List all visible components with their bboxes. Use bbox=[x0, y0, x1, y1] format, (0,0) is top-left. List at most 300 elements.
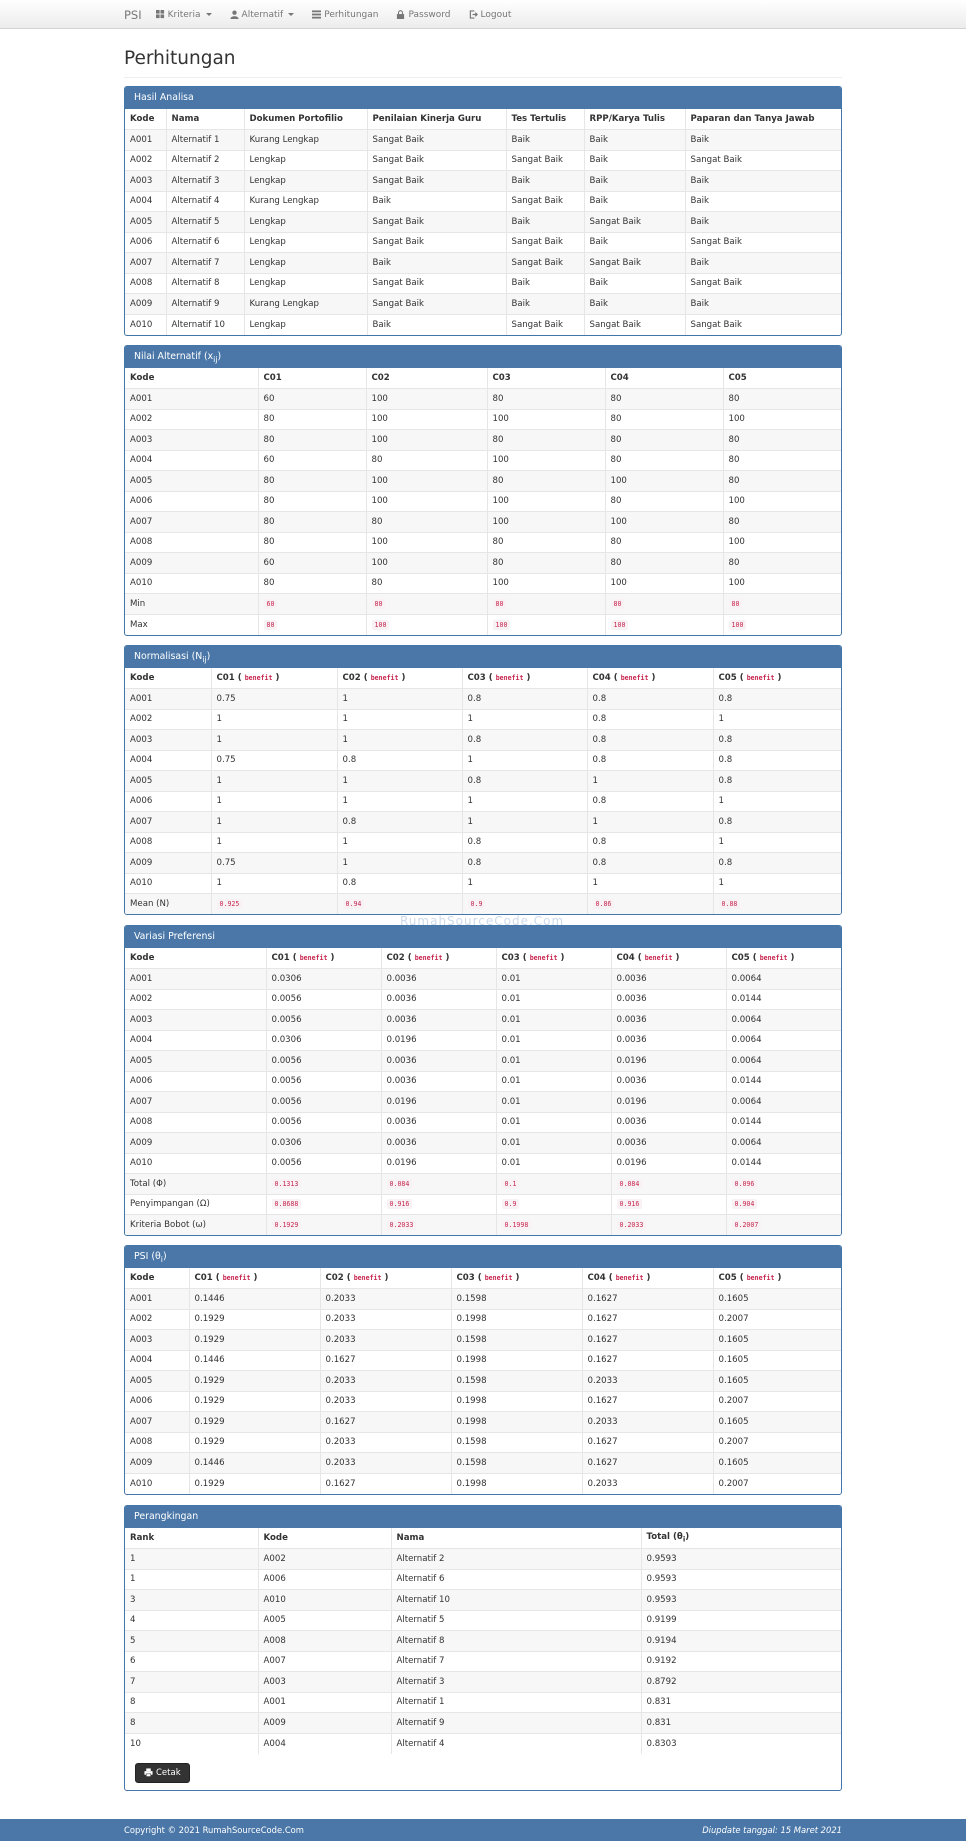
column-header bbox=[391, 1528, 641, 1549]
table-cell bbox=[723, 532, 841, 553]
panel-nilai-alternatif bbox=[124, 345, 842, 636]
summary-value: 0.096 bbox=[732, 1179, 758, 1189]
cell-value: Sangat Baik bbox=[372, 278, 425, 289]
nav-alternatif-label: Alternatif bbox=[241, 9, 284, 20]
table-cell bbox=[713, 1371, 841, 1392]
table-cell bbox=[189, 1453, 320, 1474]
summary-value: 100 bbox=[611, 620, 629, 630]
column-header bbox=[244, 109, 367, 130]
cell-value: Sangat Baik bbox=[372, 134, 425, 145]
table-row bbox=[125, 273, 841, 294]
table-cell bbox=[462, 709, 587, 730]
cell-value: 0.1998 bbox=[456, 1355, 487, 1366]
cell-value: 0.01 bbox=[501, 1055, 521, 1066]
table-cell bbox=[451, 1432, 582, 1453]
cell-value: 0.0056 bbox=[271, 1076, 302, 1087]
table-cell bbox=[726, 1051, 841, 1072]
table-cell bbox=[125, 191, 166, 212]
cell-value: Sangat Baik bbox=[589, 216, 642, 227]
cell-value: 0.1598 bbox=[456, 1437, 487, 1448]
nav-perhitungan-label: Perhitungan bbox=[324, 9, 379, 20]
cell-value: 80 bbox=[263, 475, 275, 486]
table-cell bbox=[381, 1174, 496, 1195]
cell-value: A002 bbox=[130, 1314, 153, 1325]
cell-value: 0.01 bbox=[501, 1035, 521, 1046]
cell-value: A004 bbox=[130, 1355, 153, 1366]
table-cell bbox=[506, 232, 584, 253]
table-cell bbox=[641, 1672, 841, 1693]
table-cell bbox=[125, 532, 258, 553]
cell-value: 0.0056 bbox=[271, 994, 302, 1005]
table-cell bbox=[496, 1051, 611, 1072]
table-cell bbox=[713, 1412, 841, 1433]
table-cell bbox=[713, 1309, 841, 1330]
table-cell bbox=[713, 750, 841, 771]
table-cell bbox=[605, 512, 723, 533]
cell-value: A008 bbox=[130, 1117, 153, 1128]
table-cell bbox=[582, 1350, 713, 1371]
cell-value: 1 bbox=[467, 796, 473, 807]
table-cell bbox=[211, 812, 337, 833]
cell-value: 0.8 bbox=[467, 734, 482, 745]
table-row bbox=[125, 1692, 841, 1713]
column-header bbox=[605, 368, 723, 389]
table-cell bbox=[189, 1412, 320, 1433]
table-cell bbox=[211, 832, 337, 853]
table-cell bbox=[496, 1194, 611, 1215]
cell-value: A010 bbox=[130, 1478, 153, 1489]
cell-value: 1 bbox=[216, 837, 222, 848]
table-cell bbox=[125, 1733, 258, 1754]
table-cell bbox=[211, 791, 337, 812]
table-cell bbox=[125, 450, 258, 471]
table-cell bbox=[211, 750, 337, 771]
table-cell bbox=[125, 614, 258, 635]
cell-value: 60 bbox=[263, 393, 275, 404]
cell-value: 0.8303 bbox=[646, 1738, 677, 1749]
table-cell bbox=[366, 409, 487, 430]
table-cell bbox=[726, 1030, 841, 1051]
table-cell bbox=[125, 594, 258, 615]
table-row bbox=[125, 212, 841, 233]
cell-value: 100 bbox=[610, 516, 627, 527]
table-cell bbox=[726, 1071, 841, 1092]
table-cell bbox=[611, 1153, 726, 1174]
table-row bbox=[125, 1651, 841, 1672]
cell-value: 100 bbox=[492, 578, 509, 589]
summary-value: 0.88 bbox=[719, 899, 741, 909]
nav-kriteria[interactable] bbox=[156, 10, 212, 20]
column-header-label: C04 bbox=[587, 1273, 606, 1283]
table-cell bbox=[506, 130, 584, 151]
table-cell bbox=[125, 1371, 189, 1392]
panel-psi bbox=[124, 1245, 842, 1495]
table-cell bbox=[125, 1092, 266, 1113]
table-cell bbox=[244, 273, 367, 294]
table-row bbox=[125, 1713, 841, 1734]
cell-value: 0.0036 bbox=[616, 1014, 647, 1025]
table-row bbox=[125, 1473, 841, 1494]
cell-value: A010 bbox=[130, 319, 153, 330]
table-row bbox=[125, 1569, 841, 1590]
panel-title-text: Nilai Alternatif (x bbox=[134, 351, 214, 362]
table-cell bbox=[587, 873, 713, 894]
column-header-label: Nama bbox=[171, 114, 200, 124]
table-cell bbox=[462, 832, 587, 853]
table-cell bbox=[582, 1412, 713, 1433]
cell-value: Baik bbox=[589, 237, 609, 248]
cell-value: 3 bbox=[130, 1594, 136, 1605]
cell-value: 1 bbox=[216, 734, 222, 745]
nav-perhitungan[interactable] bbox=[312, 10, 378, 20]
cell-value: 80 bbox=[263, 578, 275, 589]
summary-value: 0.2033 bbox=[617, 1220, 647, 1230]
table-cell bbox=[320, 1391, 451, 1412]
table-cell bbox=[258, 553, 366, 574]
cell-value: 100 bbox=[371, 434, 388, 445]
table-cell bbox=[244, 314, 367, 335]
table-row bbox=[125, 389, 841, 410]
table-cell bbox=[462, 730, 587, 751]
summary-value: 0.084 bbox=[617, 1179, 643, 1189]
table-cell bbox=[582, 1432, 713, 1453]
table-cell bbox=[713, 812, 841, 833]
table-cell bbox=[582, 1371, 713, 1392]
cell-value: 0.0036 bbox=[386, 1137, 417, 1148]
table-cell bbox=[258, 512, 366, 533]
table-cell bbox=[587, 771, 713, 792]
table-cell bbox=[685, 232, 841, 253]
table-cell bbox=[462, 771, 587, 792]
table-cell bbox=[366, 471, 487, 492]
table-cell bbox=[125, 750, 211, 771]
table-cell bbox=[337, 689, 462, 710]
column-header bbox=[584, 109, 685, 130]
cell-value: 0.01 bbox=[501, 1158, 521, 1169]
cell-value: 100 bbox=[371, 393, 388, 404]
cell-value: Sangat Baik bbox=[372, 175, 425, 186]
table-cell bbox=[723, 471, 841, 492]
cell-value: A006 bbox=[130, 496, 153, 507]
column-header bbox=[367, 109, 506, 130]
table-cell bbox=[189, 1309, 320, 1330]
cell-value: 0.0196 bbox=[386, 1035, 417, 1046]
table-cell bbox=[244, 150, 367, 171]
column-header bbox=[487, 368, 605, 389]
table-cell bbox=[189, 1330, 320, 1351]
cell-value: 0.0196 bbox=[616, 1055, 647, 1066]
column-header-label: C05 bbox=[731, 953, 750, 963]
cell-value: Alternatif 9 bbox=[396, 1717, 445, 1728]
summary-value: 0.1 bbox=[502, 1179, 520, 1189]
column-header-label: Kode bbox=[130, 1273, 155, 1283]
table-cell bbox=[451, 1473, 582, 1494]
table-cell bbox=[713, 1350, 841, 1371]
table-cell bbox=[367, 191, 506, 212]
table-cell bbox=[166, 130, 244, 151]
benefit-tag: benefit bbox=[746, 1274, 775, 1282]
print-button[interactable] bbox=[135, 1763, 190, 1783]
table-cell bbox=[266, 1215, 381, 1236]
cell-value: 1 bbox=[718, 878, 724, 889]
table-cell bbox=[125, 491, 258, 512]
summary-value: 80 bbox=[729, 599, 743, 609]
cell-value: 0.8 bbox=[467, 837, 482, 848]
table-cell bbox=[189, 1432, 320, 1453]
table-cell bbox=[584, 191, 685, 212]
cell-value: 0.1605 bbox=[718, 1416, 749, 1427]
cell-value: 0.01 bbox=[501, 973, 521, 984]
cell-value: 60 bbox=[263, 557, 275, 568]
nav-alternatif[interactable] bbox=[230, 10, 295, 20]
table-cell bbox=[366, 430, 487, 451]
table-cell bbox=[125, 1412, 189, 1433]
panel-title-sub: i bbox=[160, 1254, 163, 1264]
cell-value: 0.1929 bbox=[194, 1375, 225, 1386]
brand[interactable]: PSI bbox=[124, 7, 142, 22]
cell-value: 0.9593 bbox=[646, 1553, 677, 1564]
table-cell bbox=[462, 894, 587, 915]
table-cell bbox=[723, 614, 841, 635]
table-row bbox=[125, 1330, 841, 1351]
table-cell bbox=[611, 1194, 726, 1215]
cell-value: 0.0036 bbox=[616, 1076, 647, 1087]
table-cell bbox=[587, 832, 713, 853]
cell-value: Baik bbox=[589, 298, 609, 309]
column-header: C04 ( benefit ) bbox=[582, 1268, 713, 1289]
cell-value: 0.2007 bbox=[718, 1437, 749, 1448]
cell-value: 0.8 bbox=[467, 857, 482, 868]
table-cell bbox=[125, 989, 266, 1010]
table-cell bbox=[726, 1112, 841, 1133]
table-cell bbox=[258, 471, 366, 492]
column-header-end: ) bbox=[685, 1532, 690, 1543]
table-cell bbox=[258, 1631, 391, 1652]
table-cell bbox=[713, 1473, 841, 1494]
table-cell bbox=[125, 471, 258, 492]
column-header: C04 ( benefit ) bbox=[611, 948, 726, 969]
nav-logout[interactable] bbox=[469, 10, 512, 20]
table-cell bbox=[582, 1309, 713, 1330]
column-header-label: Kode bbox=[130, 114, 155, 124]
cell-value: 0.0306 bbox=[271, 1137, 302, 1148]
cell-value: Total (Φ) bbox=[130, 1178, 167, 1189]
table-row bbox=[125, 1071, 841, 1092]
table-cell bbox=[366, 594, 487, 615]
table-cell bbox=[451, 1350, 582, 1371]
table-cell bbox=[726, 969, 841, 990]
column-header: C03 ( benefit ) bbox=[451, 1268, 582, 1289]
table-cell bbox=[723, 553, 841, 574]
column-header: C02 ( benefit ) bbox=[381, 948, 496, 969]
cell-value: 0.0144 bbox=[731, 1076, 762, 1087]
table-cell bbox=[320, 1473, 451, 1494]
table-cell bbox=[211, 730, 337, 751]
benefit-tag: benefit bbox=[495, 674, 524, 682]
cell-value: Baik bbox=[511, 298, 531, 309]
cell-value: 1 bbox=[718, 837, 724, 848]
table-cell bbox=[685, 171, 841, 192]
column-header bbox=[258, 368, 366, 389]
table-cell bbox=[381, 1112, 496, 1133]
cell-value: 0.1929 bbox=[194, 1314, 225, 1325]
table-cell bbox=[320, 1412, 451, 1433]
nilai-table bbox=[125, 368, 841, 635]
table-cell bbox=[462, 791, 587, 812]
cell-value: 0.1605 bbox=[718, 1375, 749, 1386]
cell-value: 0.1627 bbox=[587, 1314, 618, 1325]
table-cell bbox=[125, 1713, 258, 1734]
table-cell bbox=[367, 314, 506, 335]
table-cell bbox=[584, 171, 685, 192]
column-header-label: Kode bbox=[130, 953, 155, 963]
cell-value: 0.8 bbox=[592, 857, 607, 868]
table-row bbox=[125, 1309, 841, 1330]
cell-value: 0.0036 bbox=[616, 1117, 647, 1128]
table-cell bbox=[337, 709, 462, 730]
table-cell bbox=[587, 689, 713, 710]
table-cell bbox=[451, 1289, 582, 1310]
cell-value: Sangat Baik bbox=[589, 257, 642, 268]
cell-value: 0.1598 bbox=[456, 1457, 487, 1468]
table-cell bbox=[366, 450, 487, 471]
cell-value: Alternatif 7 bbox=[396, 1656, 445, 1667]
print-button-label: Cetak bbox=[156, 1767, 181, 1778]
benefit-tag: benefit bbox=[299, 954, 328, 962]
cell-value: 80 bbox=[492, 475, 504, 486]
table-cell bbox=[211, 689, 337, 710]
cell-value: 0.0306 bbox=[271, 1035, 302, 1046]
table-cell bbox=[367, 253, 506, 274]
table-cell bbox=[320, 1432, 451, 1453]
column-header-label: C04 bbox=[592, 673, 611, 683]
column-header bbox=[125, 109, 166, 130]
table-cell bbox=[605, 614, 723, 635]
table-cell bbox=[713, 791, 841, 812]
column-header: C03 ( benefit ) bbox=[496, 948, 611, 969]
table-cell bbox=[125, 969, 266, 990]
cell-value: Sangat Baik bbox=[690, 155, 743, 166]
table-cell bbox=[496, 1071, 611, 1092]
table-cell bbox=[166, 253, 244, 274]
cell-value: A010 bbox=[263, 1594, 286, 1605]
cell-value: 0.1446 bbox=[194, 1355, 225, 1366]
cell-value: 0.8 bbox=[592, 837, 607, 848]
cell-value: 0.0144 bbox=[731, 1117, 762, 1128]
table-cell bbox=[125, 1631, 258, 1652]
table-cell bbox=[125, 1194, 266, 1215]
table-row bbox=[125, 512, 841, 533]
cell-value: Lengkap bbox=[249, 175, 286, 186]
table-cell bbox=[166, 191, 244, 212]
table-cell bbox=[462, 853, 587, 874]
summary-value: 60 bbox=[264, 599, 278, 609]
table-cell bbox=[125, 1010, 266, 1031]
table-cell bbox=[685, 130, 841, 151]
cell-value: 0.0196 bbox=[616, 1096, 647, 1107]
cell-value: 0.75 bbox=[216, 693, 236, 704]
table-cell bbox=[258, 573, 366, 594]
cell-value: 0.1929 bbox=[194, 1478, 225, 1489]
table-cell bbox=[605, 409, 723, 430]
cell-value: 4 bbox=[130, 1615, 136, 1626]
cell-value: 0.0064 bbox=[731, 1137, 762, 1148]
cell-value: 80 bbox=[728, 516, 740, 527]
column-header-label: C03 bbox=[492, 373, 511, 383]
table-cell bbox=[584, 212, 685, 233]
table-cell bbox=[125, 853, 211, 874]
cell-value: 7 bbox=[130, 1676, 136, 1687]
table-cell bbox=[189, 1350, 320, 1371]
table-cell bbox=[487, 553, 605, 574]
cell-value: 0.1627 bbox=[325, 1478, 356, 1489]
cell-value: Alternatif 1 bbox=[396, 1697, 445, 1708]
cell-value: 0.831 bbox=[646, 1697, 672, 1708]
nav-password[interactable] bbox=[396, 10, 450, 20]
cell-value: 100 bbox=[610, 475, 627, 486]
cell-value: 100 bbox=[728, 414, 745, 425]
cell-value: Sangat Baik bbox=[372, 155, 425, 166]
cell-value: 1 bbox=[342, 837, 348, 848]
column-header bbox=[125, 1268, 189, 1289]
column-header-label: C05 bbox=[718, 1273, 737, 1283]
cell-value: A006 bbox=[130, 796, 153, 807]
column-header-label: C01 bbox=[263, 373, 282, 383]
cell-value: Mean (N) bbox=[130, 899, 170, 909]
table-cell bbox=[487, 471, 605, 492]
cell-value: 0.8 bbox=[592, 714, 607, 725]
table-cell bbox=[641, 1610, 841, 1631]
cell-value: 0.0196 bbox=[616, 1158, 647, 1169]
table-row bbox=[125, 1733, 841, 1754]
table-cell bbox=[391, 1651, 641, 1672]
table-cell bbox=[723, 389, 841, 410]
table-cell bbox=[685, 314, 841, 335]
cell-value: Sangat Baik bbox=[690, 319, 743, 330]
panel-hasil-analisa bbox=[124, 86, 842, 336]
column-header-label: Penilaian Kinerja Guru bbox=[372, 114, 482, 124]
table-cell bbox=[125, 1112, 266, 1133]
cell-value: Baik bbox=[589, 175, 609, 186]
table-cell bbox=[381, 989, 496, 1010]
cell-value: Baik bbox=[589, 155, 609, 166]
table-cell bbox=[337, 894, 462, 915]
cell-value: 100 bbox=[492, 455, 509, 466]
table-cell bbox=[125, 1030, 266, 1051]
table-cell bbox=[189, 1289, 320, 1310]
table-cell bbox=[258, 430, 366, 451]
column-header-label: C02 bbox=[371, 373, 390, 383]
table-cell bbox=[337, 873, 462, 894]
cell-value: A003 bbox=[130, 734, 153, 745]
cell-value: 0.2033 bbox=[325, 1314, 356, 1325]
column-header: C05 ( benefit ) bbox=[726, 948, 841, 969]
column-header bbox=[125, 668, 211, 689]
cell-value: 80 bbox=[263, 537, 275, 548]
cell-value: 1 bbox=[216, 878, 222, 889]
cell-value: 0.1598 bbox=[456, 1293, 487, 1304]
benefit-tag: benefit bbox=[644, 954, 673, 962]
summary-value: 100 bbox=[729, 620, 747, 630]
summary-value: 100 bbox=[493, 620, 511, 630]
cell-value: 0.1998 bbox=[456, 1396, 487, 1407]
table-cell bbox=[713, 853, 841, 874]
table-cell bbox=[258, 1549, 391, 1570]
table-cell bbox=[258, 1733, 391, 1754]
cell-value: 0.1998 bbox=[456, 1416, 487, 1427]
cell-value: Alternatif 8 bbox=[396, 1635, 445, 1646]
cell-value: Alternatif 4 bbox=[171, 196, 220, 207]
